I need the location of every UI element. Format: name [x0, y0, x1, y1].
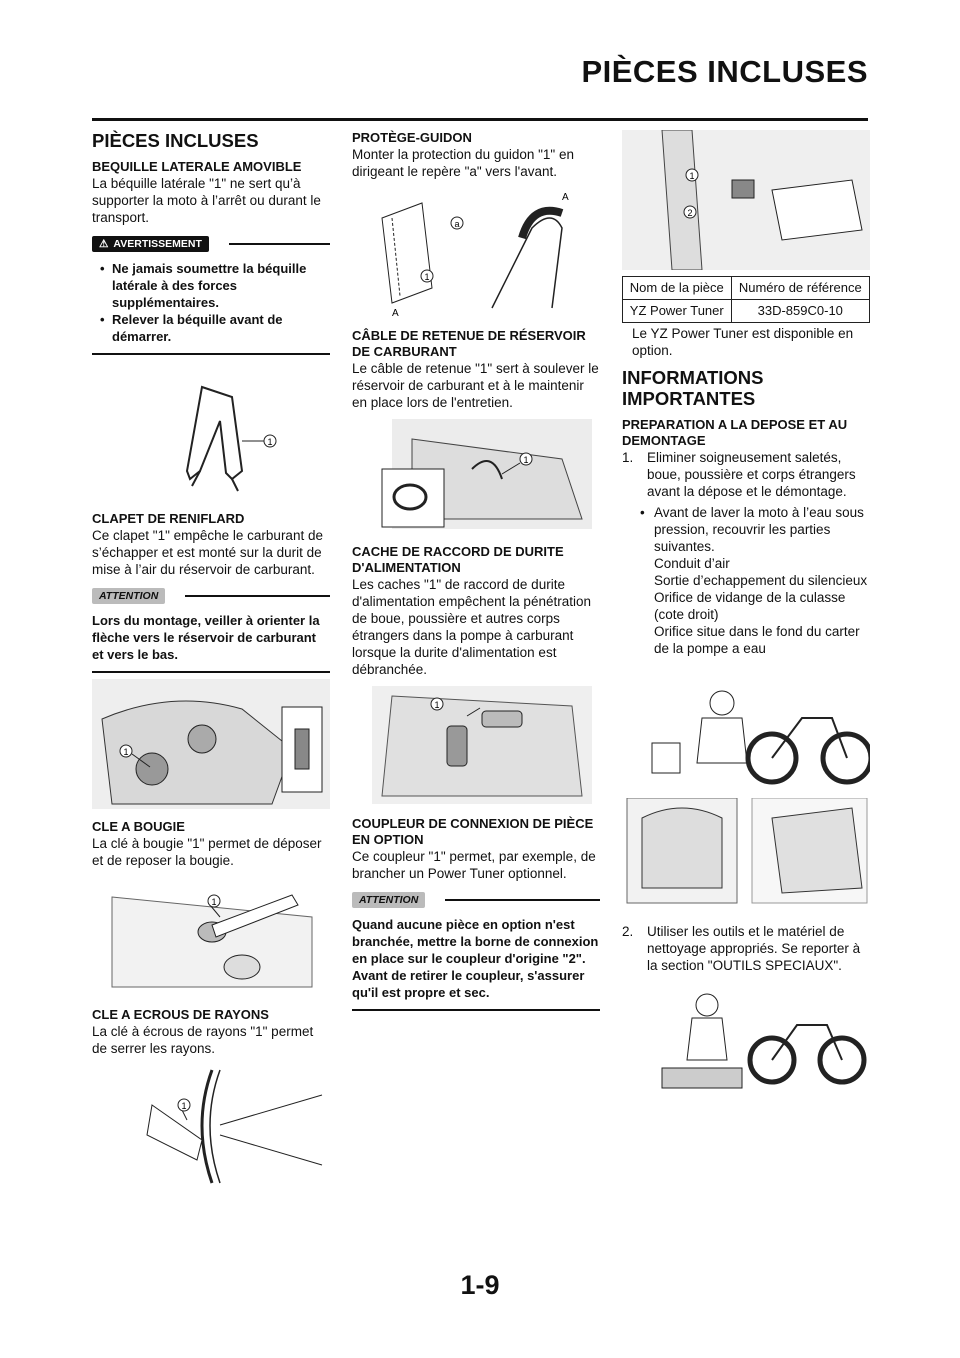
attention-line: [185, 595, 330, 597]
table-header: Numéro de référence: [731, 277, 869, 300]
callout-label: a: [454, 219, 460, 229]
callout-label: 1: [689, 171, 695, 181]
spoke-wrench-illustration: [92, 1065, 330, 1185]
protege-title: PROTÈGE-GUIDON: [352, 130, 472, 145]
callout-label: 1: [211, 897, 217, 907]
prep-title: PREPARATION A LA DEPOSE ET AU DEMONTAGE: [622, 417, 848, 448]
callout-label: 2: [687, 208, 693, 218]
steps-list: [622, 449, 870, 500]
table-cell: YZ Power Tuner: [623, 300, 732, 323]
fuel-tank-cable-illustration: [352, 419, 600, 534]
table-cell: 33D-859C0-10: [731, 300, 869, 323]
warning-triangle-icon: ⚠: [99, 238, 109, 250]
coupleur-text: Ce coupleur "1" permet, par exemple, de brancher un Power Tuner optionnel.: [352, 849, 596, 881]
column-middle: [352, 130, 600, 1017]
protege-text: Monter la protection du guidon "1" en dirigeant le repère "a" vers l'avant.: [352, 147, 574, 179]
section-title: PIÈCES INCLUSES: [92, 130, 259, 151]
cle-rayons-text: La clé à écrous de rayons "1" permet de serrer les rayons.: [92, 1024, 314, 1056]
side-stand-illustration: [92, 361, 330, 501]
warning-item: • Relever la béquille avant de démarrer.: [102, 311, 330, 345]
cle-bougie-title: CLE A BOUGIE: [92, 819, 185, 834]
cle-bougie-text: La clé à bougie "1" permet de déposer et de reposer la bougie.: [92, 836, 322, 868]
spark-plug-wrench-illustration: [92, 877, 330, 997]
covered-part: Sortie d’echappement du silencieux: [654, 573, 868, 588]
cable-text: Le câble de retenue "1" sert à soulever le réservoir de carburant et à le maintenir en place lors de l'entretien.: [352, 361, 599, 410]
clapet-title: CLAPET DE RENIFLARD: [92, 511, 245, 526]
steps-list: [622, 923, 870, 974]
info-title: INFORMATIONS IMPORTANTES: [622, 367, 764, 409]
covered-parts-illustration: [622, 798, 870, 913]
callout-label: 1: [434, 700, 440, 710]
attention-text: Quand aucune pièce en option n'est branchée, mettre la borne de connexion en place sur le coupleur d'origine "2". Avant de retirer le coupleur, s'assurer qu'il est propre et sec.: [352, 917, 599, 1000]
parts-table: [622, 276, 870, 323]
washing-illustration: [622, 663, 870, 788]
column-left: [92, 130, 330, 1195]
handlebar-protector-illustration: [352, 188, 600, 318]
warning-box: [92, 236, 330, 355]
table-header: Nom de la pièce: [623, 277, 732, 300]
attention-box: [352, 892, 600, 1011]
warning-item: • Ne jamais soumettre la béquille latérale à des forces supplémentaires.: [102, 260, 330, 311]
clapet-text: Ce clapet "1" empêche le carburant de s’échapper et est monté sur la durit de mise à l’air du réservoir de carburant.: [92, 528, 323, 577]
table-row: [623, 300, 870, 323]
cable-title: CÂBLE DE RETENUE DE RÉSERVOIR DE CARBURANT: [352, 328, 586, 359]
cle-rayons-title: CLE A ECROUS DE RAYONS: [92, 1007, 269, 1022]
covered-part: Orifice de vidange de la culasse (cote droit): [654, 590, 846, 622]
coupleur-title: COUPLEUR DE CONNEXION DE PIÈCE EN OPTION: [352, 816, 594, 847]
attention-box: [92, 588, 330, 673]
breather-valve-illustration: [92, 679, 330, 809]
list-item: • Avant de laver la moto à l’eau sous pression, recouvrir les parties suivantes. Conduit d’air Sortie d’echappement du silencieux Orifice de vidange de la culasse (cote droit) Orifice situe dans le fond du carter de la pompe a eau: [622, 504, 870, 657]
bequille-title: BEQUILLE LATERALE AMOVIBLE: [92, 159, 302, 174]
page-header-title: PIÈCES INCLUSES: [581, 54, 868, 89]
arrow-label: A: [392, 308, 399, 318]
attention-text: Lors du montage, veiller à orienter la flèche vers le réservoir de carburant et vers le bas.: [92, 613, 320, 662]
tools-illustration: [622, 980, 870, 1095]
warning-line: [229, 243, 330, 245]
bequille-text: La béquille latérale "1" ne sert qu’à supporter la moto à l’arrêt ou durant le transport.: [92, 176, 321, 225]
arrow-label: A: [562, 192, 569, 203]
callout-label: 1: [523, 455, 529, 465]
list-item: 2. Utiliser les outils et le matériel de nettoyage appropriés. Se reporter à la section "OUTILS SPECIAUX".: [622, 924, 861, 973]
callout-label: 1: [424, 272, 430, 282]
column-right: [622, 130, 870, 1105]
list-item: 1. Eliminer soigneusement saletés, boue, poussière et corps étrangers avant la dépose et le démontage.: [622, 450, 856, 499]
attention-badge: ATTENTION: [352, 892, 425, 908]
cache-title: CACHE DE RACCORD DE DURITE D'ALIMENTATION: [352, 544, 564, 575]
coupler-illustration: [622, 130, 870, 270]
covered-part: Conduit d’air: [654, 556, 730, 571]
covered-part: Orifice situe dans le fond du carter de la pompe a eau: [654, 624, 860, 656]
fuel-hose-cover-illustration: [352, 686, 600, 806]
table-note: Le YZ Power Tuner est disponible en option.: [632, 326, 854, 358]
attention-line: [445, 899, 600, 901]
callout-label: 1: [181, 1101, 187, 1111]
header-rule: [92, 118, 868, 121]
callout-label: 1: [123, 747, 129, 757]
page-number: 1-9: [460, 1270, 500, 1300]
cache-text: Les caches "1" de raccord de durite d'alimentation empêchent la pénétration de boue, poussière et autres corps étrangers dans la pompe à carburant lorsque la durite d'alimentation est débranchée.: [352, 577, 591, 677]
callout-label: 1: [267, 437, 273, 447]
attention-badge: ATTENTION: [92, 588, 165, 604]
warning-badge: ⚠ AVERTISSEMENT: [92, 236, 209, 252]
